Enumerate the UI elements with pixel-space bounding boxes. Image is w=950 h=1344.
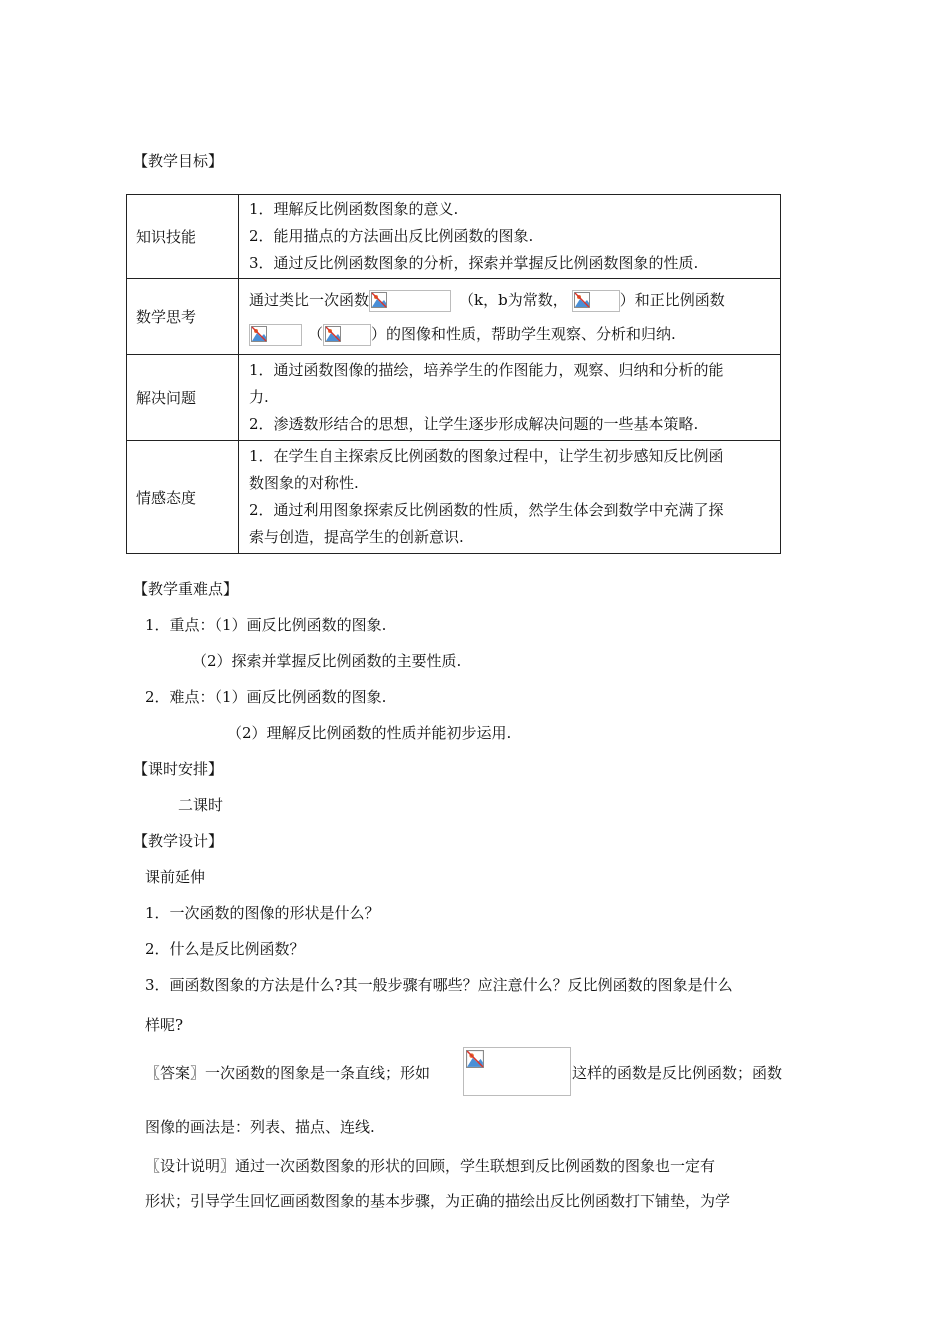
list-item: 2．通过利用图象探索反比例函数的性质，然学生体会到数学中充满了探 xyxy=(249,501,724,519)
list-item: 2．能用描点的方法画出反比例函数的图象. xyxy=(249,227,534,245)
list-item: 1．通过函数图像的描绘，培养学生的作图能力，观察、归纳和分析的能 xyxy=(249,361,724,379)
section-title-key-points: 【教学重难点】 xyxy=(133,580,239,598)
question-line: 3．画函数图象的方法是什么?其一般步骤有哪些？应注意什么？反比例函数的图象是什么 xyxy=(145,976,733,994)
row-head: 知识技能 xyxy=(127,195,239,279)
list-item: 力. xyxy=(249,388,269,406)
design-note: 形状；引导学生回忆画函数图象的基本步骤，为正确的描绘出反比例函数打下铺垫，为学 xyxy=(145,1192,731,1210)
section-title-schedule: 【课时安排】 xyxy=(133,760,224,778)
text-span: （ xyxy=(308,324,324,343)
row-body xyxy=(239,195,781,279)
broken-image-icon xyxy=(251,326,267,342)
formula-image-placeholder xyxy=(323,324,371,346)
schedule-text: 二课时 xyxy=(178,796,224,814)
design-subtitle: 课前延伸 xyxy=(145,868,206,886)
text-span: ）的图像和性质，帮助学生观察、分析和归纳. xyxy=(371,324,676,343)
list-item: 索与创造，提高学生的创新意识. xyxy=(249,528,464,546)
broken-image-icon xyxy=(325,326,341,342)
row-head: 数学思考 xyxy=(127,279,239,355)
key-point-line: （2）探索并掌握反比例函数的主要性质. xyxy=(192,652,462,670)
list-item: 数图象的对称性. xyxy=(249,474,359,492)
text-span: ）和正比例函数 xyxy=(619,290,725,309)
answer-text: 〖答案〗一次函数的图象是一条直线；形如 xyxy=(145,1064,431,1082)
section-title-design: 【教学设计】 xyxy=(133,832,224,850)
list-item: 1．理解反比例函数图象的意义. xyxy=(249,200,459,218)
key-point-line: 2．难点：（1）画反比例函数的图象. xyxy=(145,688,387,706)
row-head: 情感态度 xyxy=(127,441,239,554)
broken-image-icon xyxy=(371,292,387,308)
row-body xyxy=(239,441,781,554)
question-line: 样呢? xyxy=(145,1016,184,1034)
row-body xyxy=(239,355,781,441)
answer-text: 图像的画法是：列表、描点、连线. xyxy=(145,1118,375,1136)
formula-image-placeholder xyxy=(463,1047,571,1096)
list-item: 1．在学生自主探索反比例函数的图象过程中，让学生初步感知反比例函 xyxy=(249,447,724,465)
formula-image-placeholder xyxy=(369,290,451,312)
key-point-line: （2）理解反比例函数的性质并能初步运用. xyxy=(227,724,512,742)
question-line: 2．什么是反比例函数？ xyxy=(145,940,305,958)
table-row xyxy=(127,355,781,441)
list-item: 2．渗透数形结合的思想，让学生逐步形成解决问题的一些基本策略. xyxy=(249,415,699,433)
table-row xyxy=(127,441,781,554)
table-row xyxy=(127,279,781,355)
table-row xyxy=(127,195,781,279)
broken-image-icon xyxy=(466,1050,484,1068)
row-head: 解决问题 xyxy=(127,355,239,441)
text-span: 通过类比一次函数 xyxy=(249,290,370,309)
formula-image-placeholder xyxy=(249,324,302,346)
row-body xyxy=(239,279,781,355)
key-point-line: 1．重点：（1）画反比例函数的图象. xyxy=(145,616,387,634)
design-note: 〖设计说明〗通过一次函数图象的形状的回顾，学生联想到反比例函数的图象也一定有 xyxy=(145,1157,716,1175)
broken-image-icon xyxy=(574,292,590,308)
section-title-goals: 【教学目标】 xyxy=(133,152,224,170)
formula-image-placeholder xyxy=(572,290,620,312)
question-line: 1．一次函数的图像的形状是什么？ xyxy=(145,904,380,922)
answer-text: 这样的函数是反比例函数；函数 xyxy=(572,1064,783,1082)
goals-table xyxy=(126,194,781,554)
text-span: （k，b为常数， xyxy=(459,290,568,309)
list-item: 3．通过反比例函数图象的分析，探索并掌握反比例函数图象的性质. xyxy=(249,254,699,272)
